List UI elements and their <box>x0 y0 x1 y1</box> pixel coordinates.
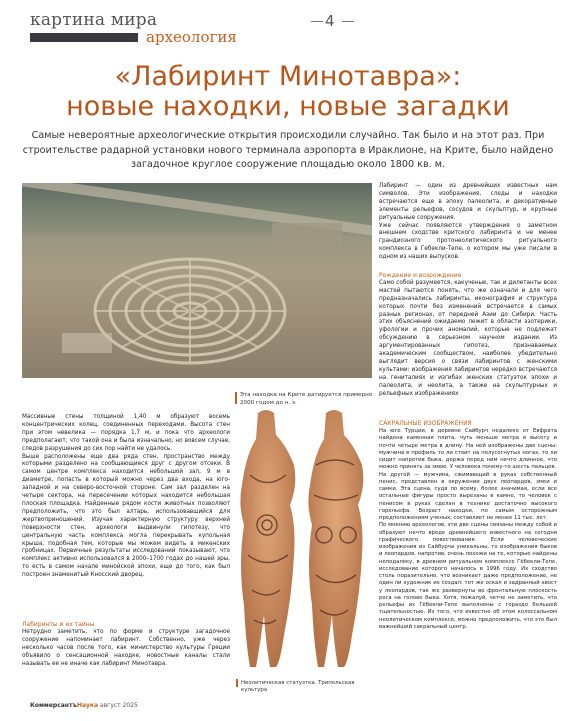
section-title: картина мира <box>30 10 158 30</box>
aerial-photo <box>22 183 372 378</box>
subheading-rebirth: Рождение и возрождение <box>379 272 462 279</box>
footer-brand-science: Наука <box>76 702 99 709</box>
left-p2: Выше расположены еще два ряда стен, пространство между которыми разделено на сообщающиеся друг с другом отсеки. В самом центре комплекса находится небольшой зал, 9 м в диаметре, попасть в который можно через два входа, на юго-западной и на северо-восточной стороне. Сам зал разделен на четыре сектора, на пересечении которых находится небольшая плоская площадка. Найденные рядом кости животных позволяют предположить, что это был алтарь, использовавшийся для жертвоприношений. Изучая характерную структуру верхней поверхности стен, археологи выдвинули гипотезу, что центральную часть комплекса могла перекрывать купольная крыша, подобная тем, которые мы можем видеть в микенских гробницах. Первичные результаты исследований показывают, что комплекс активно использовался в 2000–1700 годах до нашей эры, то есть в самом начале минойской эпохи, еще до того, как был построен знаменитый Кносский дворец. <box>22 453 230 579</box>
footer-brand: Коммерсантъ <box>30 702 77 709</box>
figurines-photo <box>236 405 372 677</box>
photo-2-caption: Неолитическая статуэтка. Трипольская культура <box>241 680 355 693</box>
section-subtitle: археология <box>146 28 237 46</box>
right-column-intro <box>379 183 557 262</box>
left-column-lower <box>22 621 230 668</box>
left-p1: Массивные стены толщиной 1,40 м образуют восемь концентрических колец, соединенных переходами. Высота стен при этом невелика — порядка 1,7 м, и пока что археологи предполагают, что такой она и была изначально, но вовсем случае, следов разрушения до сих пор найти не удалось. <box>22 414 230 452</box>
headline-line-2: новые находки, новые загадки <box>66 91 510 122</box>
left-p3: Нетрудно заметить, что по форме и структуре загадочное сооружение напоминает лабиринт. Собственно, уже через несколько часов после того, как министерство культуры Греции объявило о сенсационной находке, новостные каналы стали называть ее не иначе как лабиринт Минотавра. <box>22 628 230 667</box>
left-column <box>22 414 230 580</box>
right-column-main <box>379 272 557 399</box>
figurine-left <box>240 410 295 667</box>
sacral-p2: На другой — мужчина, сжимающий в руках собственный пенис, представлен в окружении двух леопардов, змеи и самки. Эта сцена, судя по всему, более значимая, если все остальные фигуры просто вырезаны в камне, то человек с пенисом в руках сделан в технике достаточно высокого горельефа. Возраст находки, по самым осторожным предположениям ученых, составляет не менее 11 тыс. лет. <box>379 471 557 521</box>
page-number: 4 <box>325 12 335 30</box>
page-number-dash-left <box>311 21 323 22</box>
footer <box>30 702 138 709</box>
photo-1-caption: Эта находка на Крите датируется примерно 2000 годом до н. э. <box>240 392 373 406</box>
sacral-text <box>379 428 557 631</box>
sacral-p3: По мнению археологов, эти две сцены связаны между собой и образуют нечто вроде древнейшего известного на сегодня графического повествования. Если человеческие изображения из Сайбурча уникальны, то изображения быков и леопардов, напротив, очень похожи на те, которые найдены неподалеку, в древнем ритуальном комплексе Гёбекли-Тепе, исследование которого началось в 1996 году. Их сходство столь поразительно, что возникает даже предположение, не один ли художник их создал: тот же оскал и задранный хвост у леопардов, так же развернуты во фронтальную плоскость рога на голове быка. Хотя, пожалуй, четче не заметить, что рельефы из Гёбекли-Тепе выполнены с гораздо большей тщательностью. Из того, что известно об этом колоссальном неолитическом комплексе, можно предположить, что это был важнейший сакральный центр. <box>379 522 557 630</box>
headline-line-1: «Лабиринт Минотавра»: <box>114 61 462 92</box>
section-bar <box>30 33 138 42</box>
figurine-right <box>308 410 363 667</box>
footer-date: август 2025 <box>99 702 138 709</box>
right-p3: Само собой разумеется, какученые, так и дилетанты всех мастей пытаются понять, что же означали и для чего предназначались лабиринты, иконография и структура которых почти без изменений встречается в самых разных регионах, от передней Азии до Сибири. Часть этих объяснений ожидаемо лежит в области эзотерики, уфологии и прочих аномалий, которые не подлежат обсуждению в серьезном научном издании. Из аргументированных гипотез, признаваемых академическим сообществом, наиболее убедительно выглядит версия о связи лабиринтов с женскими культами: изображения лабиринтов нередко встречаются на гениталиях и изгибах женских статуэток эпохи и палеолита, и неолита, а также на скульптурных и рельефных изображениях <box>379 279 557 397</box>
right-p2: Уже сейчас появляются утверждения о заметном внешнем сходстве критского лабиринта и не менее грандиозного протонеолитического ритуального комплекса в Гебекли-Тепе, о котором мы уже писали в одном из наших выпусков. <box>379 222 557 261</box>
ring-structure-drawing <box>22 183 372 378</box>
sacral-p1: На юге Турции, в деревне Сайбурч недалеко от Евфрата найдена каменная плита, чуть меньше метра в высоту и почти четыре метра в длину. На ней изображены две сцены: мужчина в профиль то ли стоит на полусогнутых ногах, то ли сидит напротив быка, держа перед ним нечто длинное, что можно принять за змею. У человека почему-то шесть пальцев. <box>379 428 557 471</box>
subheading-labyrinths: Лабиринты и их тайны <box>22 621 95 628</box>
headline <box>0 62 576 122</box>
sacral-title: САКРАЛЬНЫЕ ИЗОБРАЖЕНИЯ <box>379 420 472 427</box>
page-number-dash-right <box>342 21 354 22</box>
right-p1: Лабиринт — один из древнейших известных нам символов. Эти изображения, следы и находки встречаются еще в эпоху палеолита, и декоративные элементы рельефов, сосудов и скульптур, и крупные ритуальные сооружения. <box>379 183 557 221</box>
lead-paragraph: Самые невероятные археологические открытия происходили случайно. Так было и на этот раз. При строительстве радарной установки нового терминала аэропорта в Ираклионе, на Крите, было найдено загадочное круглое сооружение площадью около 1800 кв. м. <box>22 130 554 170</box>
